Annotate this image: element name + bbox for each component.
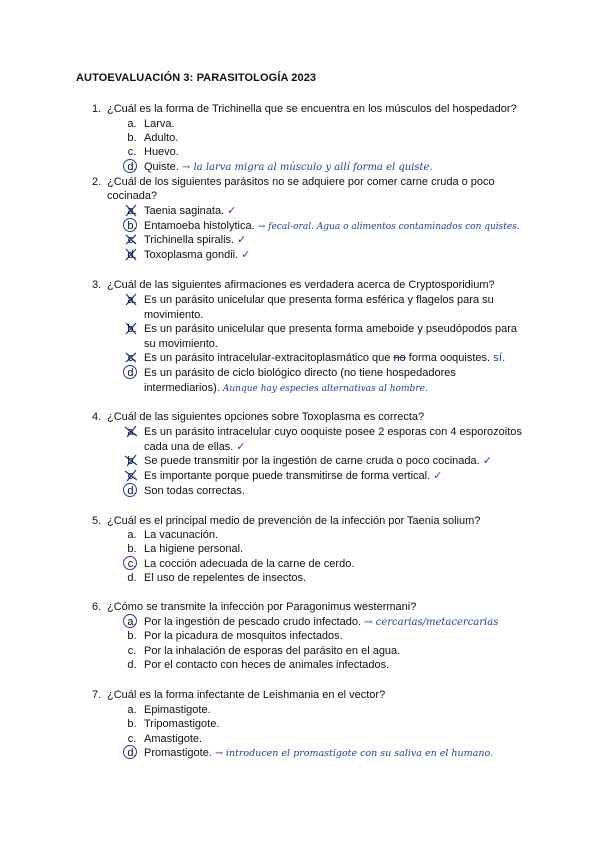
question-text: ¿Cuál es la forma de Trichinella que se encuentra en los músculos del hospedador? bbox=[107, 103, 517, 115]
option-text: Por la inhalación de esporas del parásito en el agua. bbox=[144, 645, 401, 657]
option-letter: d. bbox=[127, 659, 137, 671]
handwritten-correction: sí. bbox=[493, 351, 506, 364]
option-text: Es un parásito de ciclo biológico directo (no tiene hospedadores intermediarios). Aunque hay especies alternativas al hombre. bbox=[144, 367, 456, 394]
option-letter: c. bbox=[127, 733, 137, 745]
check-icon: ✓ bbox=[241, 248, 251, 261]
option-letter: b. bbox=[127, 132, 137, 144]
option-letter: d. bbox=[127, 249, 137, 261]
option-text: Larva. bbox=[144, 118, 175, 130]
option-text: Taenia saginata. ✓ bbox=[144, 204, 237, 217]
struck-word: no bbox=[393, 352, 406, 364]
option-letter: d. bbox=[127, 367, 137, 379]
option-text: Es un parásito intracelular cuyo ooquiste posee 2 esporas con 4 esporozoitos cada una de ellas. ✓ bbox=[144, 426, 522, 453]
option-text: Huevo. bbox=[144, 146, 179, 158]
option-letter: a. bbox=[127, 704, 137, 716]
option-text: Es importante porque puede transmitirse de forma vertical. ✓ bbox=[144, 469, 443, 482]
option-text: La higiene personal. bbox=[144, 543, 244, 555]
option-letter: a. bbox=[127, 426, 137, 438]
option-text: Entamoeba histolytica. → fecal-oral. Agua o alimentos contaminados con quistes. bbox=[144, 220, 520, 232]
option-letter: d. bbox=[127, 485, 137, 497]
handwritten-note: → introducen el promastigote con su saliva en el humano. bbox=[214, 748, 494, 759]
option-letter: a. bbox=[127, 294, 137, 306]
option-text: Tripomastigote. bbox=[144, 718, 220, 730]
question-number: 6. bbox=[92, 601, 102, 613]
option-letter: c. bbox=[127, 558, 137, 570]
option-text: La cocción adecuada de la carne de cerdo. bbox=[144, 558, 355, 570]
option-letter: c. bbox=[127, 234, 137, 246]
option-text: Promastigote. → introducen el promastigote con su saliva en el humano. bbox=[144, 747, 494, 759]
option-letter: c. bbox=[127, 645, 137, 657]
option-letter: b. bbox=[127, 323, 137, 335]
option-letter: c. bbox=[127, 146, 137, 158]
question-number: 7. bbox=[92, 689, 102, 701]
question-number: 5. bbox=[92, 515, 102, 527]
option-letter: d. bbox=[127, 572, 137, 584]
handwritten-note: → fecal-oral. Agua o alimentos contaminados con quistes. bbox=[257, 222, 520, 232]
option-text: El uso de repelentes de insectos. bbox=[144, 572, 307, 584]
option-text: Epimastigote. bbox=[144, 704, 211, 716]
option-text: Es un parásito unicelular que presenta forma ameboide y pseudópodos para su movimiento. bbox=[144, 323, 518, 350]
check-icon: ✓ bbox=[433, 469, 443, 482]
question-number: 2. bbox=[92, 176, 102, 188]
question-text: ¿Cuál es el principal medio de prevención de la infección por Taenia solium? bbox=[107, 515, 481, 527]
option-letter: c. bbox=[127, 352, 137, 364]
option-letter: a. bbox=[127, 205, 137, 217]
option-letter: a. bbox=[127, 616, 137, 628]
question-text: ¿Cuál de los siguientes parásitos no se adquiere por comer carne cruda o poco cocinada? bbox=[107, 176, 495, 202]
question-text: ¿Cuál de las siguientes afirmaciones es verdadera acerca de Cryptosporidium? bbox=[107, 279, 495, 291]
option-text: Por la picadura de mosquitos infectados. bbox=[144, 630, 343, 642]
option-text: Por la ingestión de pescado crudo infectado. → cercarias/metacercarias bbox=[144, 616, 499, 628]
option-letter: b. bbox=[127, 220, 137, 232]
option-text: Adulto. bbox=[144, 132, 179, 144]
check-icon: ✓ bbox=[227, 204, 237, 217]
handwritten-note: → cercarias/metacercarias bbox=[364, 617, 499, 628]
question-number: 1. bbox=[92, 103, 102, 115]
option-text: La vacunación. bbox=[144, 529, 218, 541]
option-letter: a. bbox=[127, 118, 137, 130]
option-text: Quiste. → la larva migra al músculo y allí forma el quiste. bbox=[144, 161, 433, 173]
question-text: ¿Cuál es la forma infectante de Leishmania en el vector? bbox=[107, 689, 386, 701]
option-text: Trichinella spiralis. ✓ bbox=[144, 233, 247, 246]
check-icon: ✓ bbox=[482, 454, 492, 467]
option-letter: a. bbox=[127, 529, 137, 541]
option-text: Es un parásito intracelular-extracitoplasmático que no forma ooquistes. sí. bbox=[144, 351, 506, 364]
option-text: Amastigote. bbox=[144, 733, 203, 745]
option-letter: b. bbox=[127, 718, 137, 730]
option-letter: b. bbox=[127, 543, 137, 555]
option-letter: d. bbox=[127, 161, 137, 173]
option-letter: b. bbox=[127, 630, 137, 642]
option-letter: d. bbox=[127, 747, 137, 759]
handwritten-note: → la larva migra al músculo y allí forma el quiste. bbox=[181, 162, 433, 173]
option-text: Por el contacto con heces de animales infectados. bbox=[144, 659, 390, 671]
question-text: ¿Cómo se transmite la infección por Paragonimus westermani? bbox=[107, 601, 417, 613]
handwritten-note: Aunque hay especies alternativas al hombre. bbox=[222, 383, 428, 394]
check-icon: ✓ bbox=[237, 233, 247, 246]
option-letter: c. bbox=[127, 470, 137, 482]
check-icon: ✓ bbox=[236, 439, 246, 453]
option-text: Es un parásito unicelular que presenta forma esférica y flagelos para su movimiento. bbox=[144, 294, 494, 321]
question-text: ¿Cuál de las siguientes opciones sobre Toxoplasma es correcta? bbox=[107, 411, 425, 423]
document-title: AUTOEVALUACIÓN 3: PARASITOLOGÍA 2023 bbox=[76, 72, 317, 84]
option-letter: b. bbox=[127, 455, 137, 467]
question-number: 3. bbox=[92, 279, 102, 291]
question-number: 4. bbox=[92, 411, 102, 423]
option-text: Toxoplasma gondii. ✓ bbox=[144, 248, 251, 261]
option-text: Son todas correctas. bbox=[144, 485, 245, 497]
option-text: Se puede transmitir por la ingestión de carne cruda o poco cocinada. ✓ bbox=[144, 454, 492, 467]
